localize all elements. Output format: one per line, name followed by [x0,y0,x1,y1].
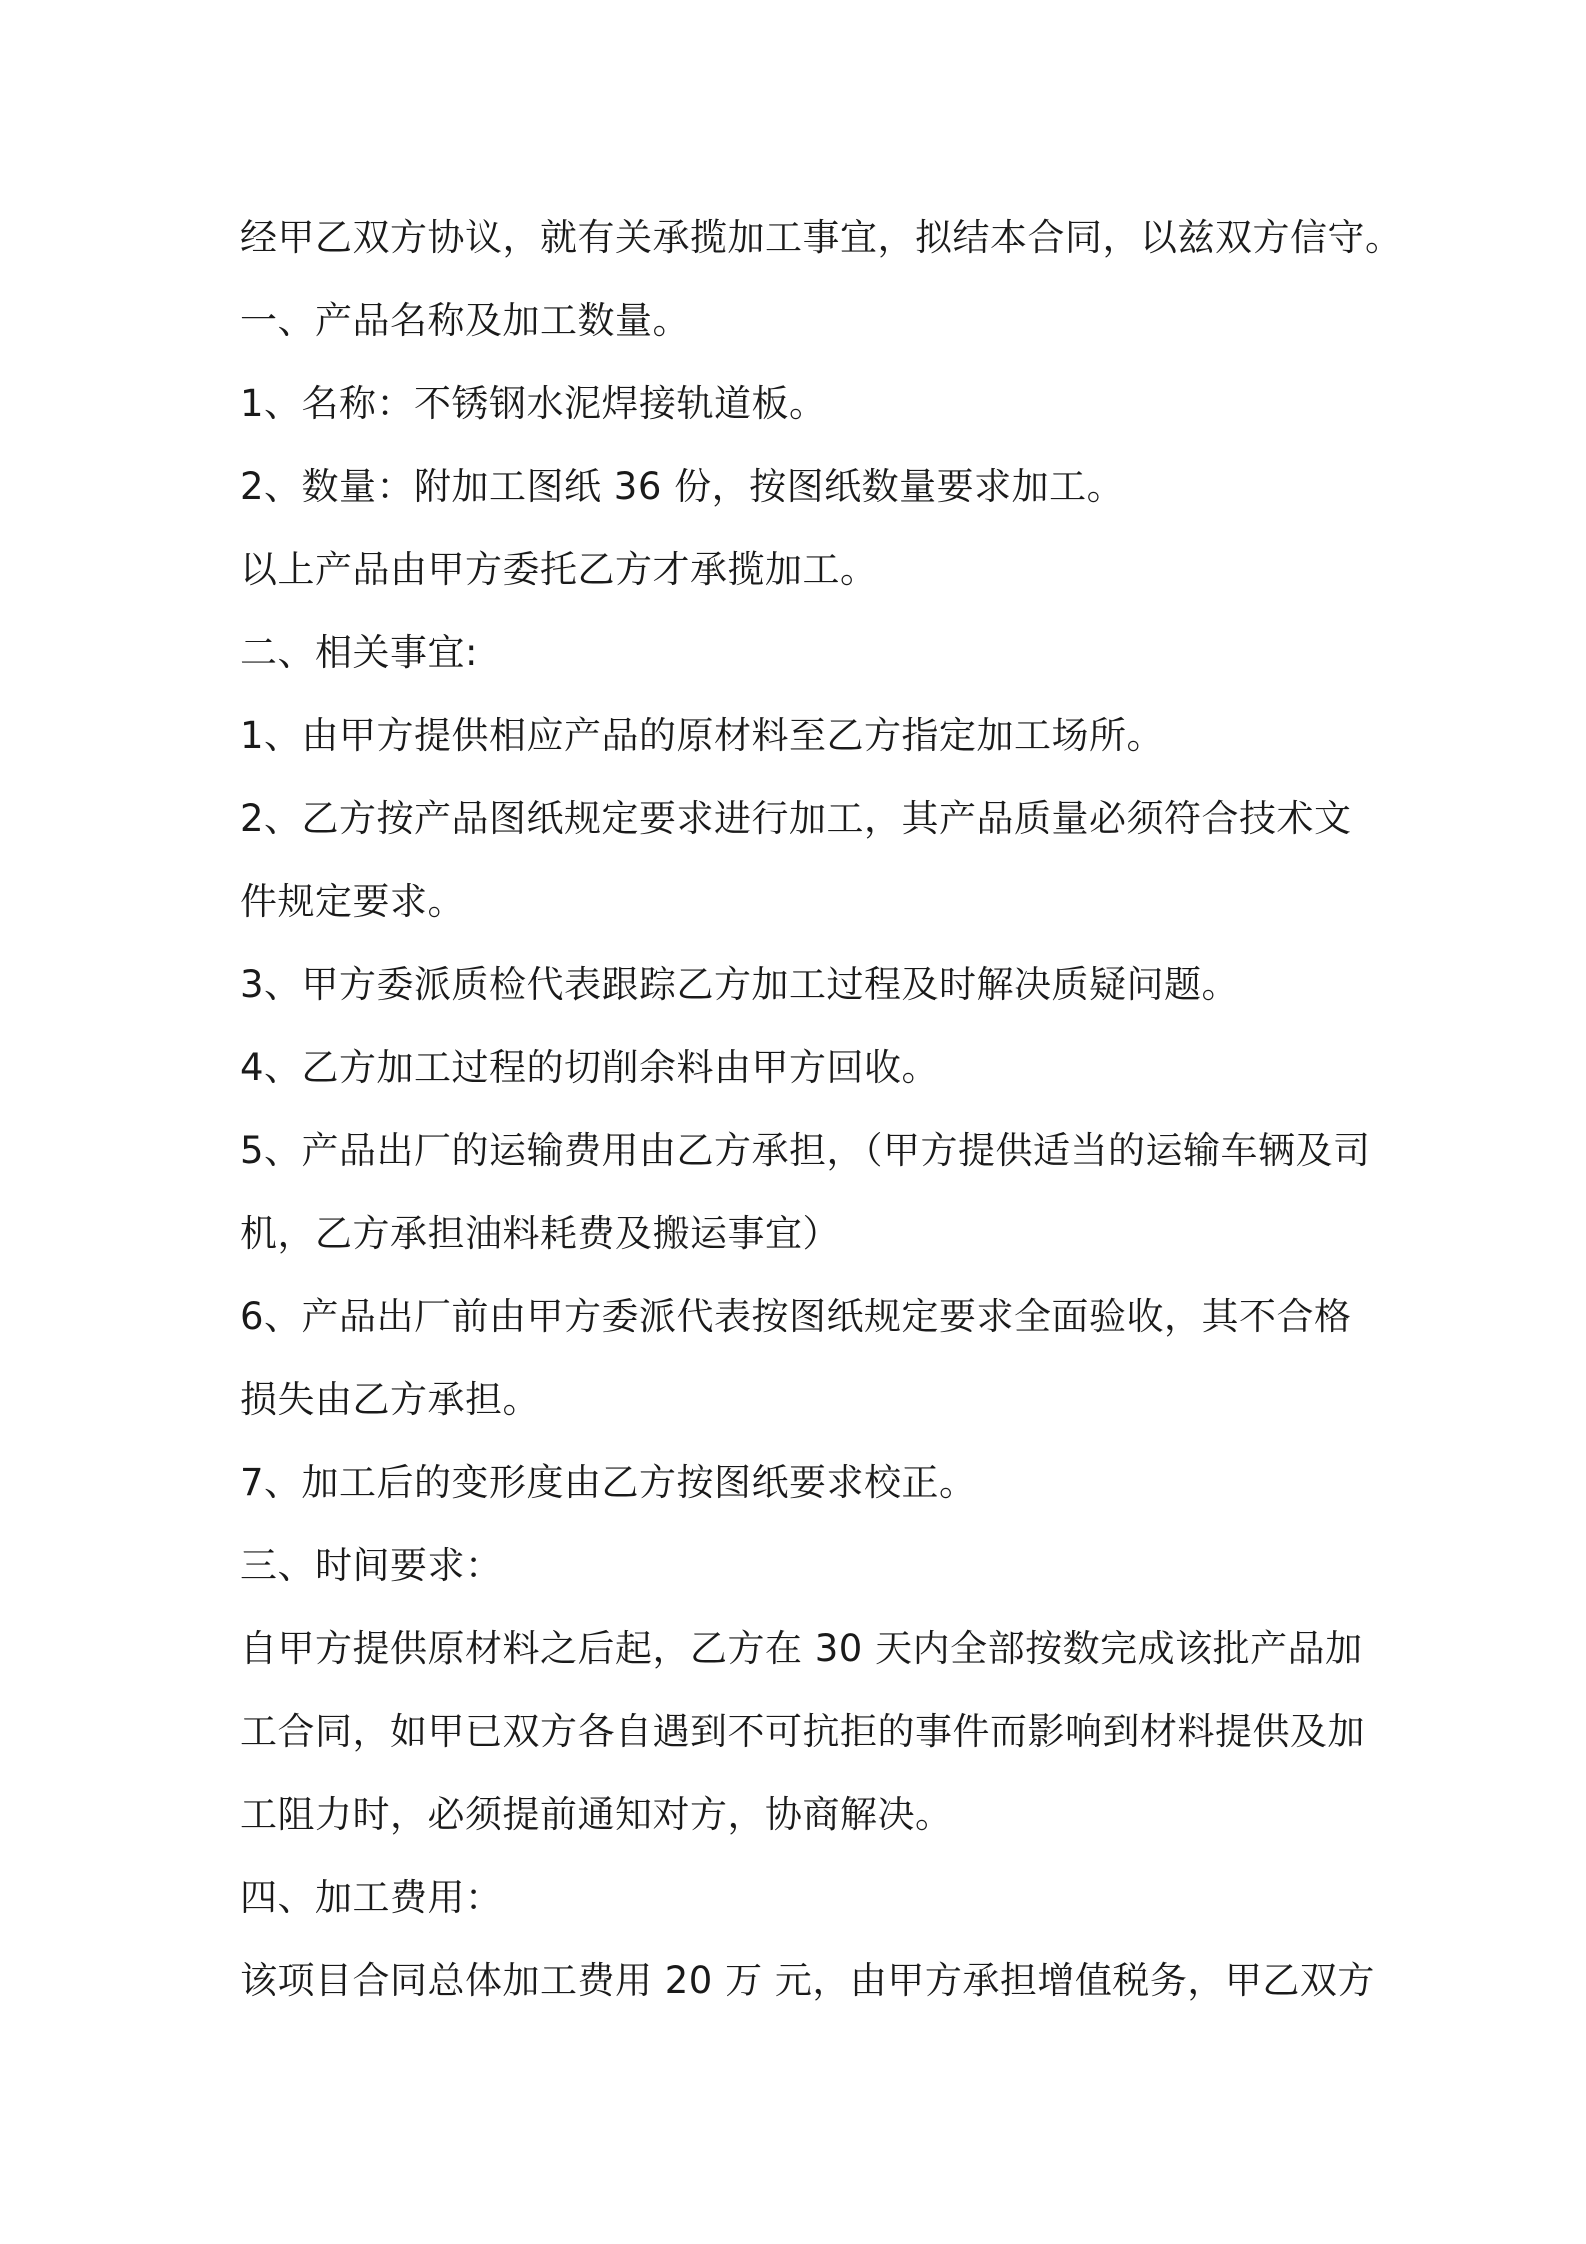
section-1-item-1: 1、名称：不锈钢水泥焊接轨道板。 [240,382,827,425]
section-2-heading: 二、相关事宜: [240,631,478,674]
intro-line: 经甲乙双方协议，就有关承揽加工事宜，拟结本合同，以兹双方信守。 [240,216,1403,259]
section-1-heading: 一、产品名称及加工数量。 [240,299,690,342]
section-2-item-5-cont: 机，乙方承担油料耗费及搬运事宜） [240,1212,840,1255]
section-3-heading: 三、时间要求： [240,1544,503,1587]
section-2-item-6: 6、产品出厂前由甲方委派代表按图纸规定要求全面验收，其不合格 [240,1295,1352,1338]
section-4-heading: 四、加工费用： [240,1876,503,1919]
section-2-item-6-cont: 损失由乙方承担。 [240,1378,540,1421]
section-2-item-5: 5、产品出厂的运输费用由乙方承担，（甲方提供适当的运输车辆及司 [240,1129,1371,1172]
section-2-item-4: 4、乙方加工过程的切削余料由甲方回收。 [240,1046,940,1089]
section-3-text-2: 工合同，如甲已双方各自遇到不可抗拒的事件而影响到材料提供及加 [240,1710,1365,1753]
section-2-item-2-cont: 件规定要求。 [240,880,465,923]
contract-body [240,196,1403,2022]
section-3-text-1: 自甲方提供原材料之后起，乙方在 30 天内全部按数完成该批产品加 [240,1627,1363,1670]
section-4-text-1: 该项目合同总体加工费用 20 万 元，由甲方承担增值税务，甲乙双方 [240,1959,1375,2002]
section-2-item-7: 7、加工后的变形度由乙方按图纸要求校正。 [240,1461,977,1504]
section-1-note: 以上产品由甲方委托乙方才承揽加工。 [240,548,878,591]
section-2-item-2: 2、乙方按产品图纸规定要求进行加工，其产品质量必须符合技术文 [240,797,1352,840]
section-3-text-3: 工阻力时，必须提前通知对方，协商解决。 [240,1793,953,1836]
section-1-item-2: 2、数量：附加工图纸 36 份，按图纸数量要求加工。 [240,465,1125,508]
section-2-item-3: 3、甲方委派质检代表跟踪乙方加工过程及时解决质疑问题。 [240,963,1240,1006]
section-2-item-1: 1、由甲方提供相应产品的原材料至乙方指定加工场所。 [240,714,1165,757]
